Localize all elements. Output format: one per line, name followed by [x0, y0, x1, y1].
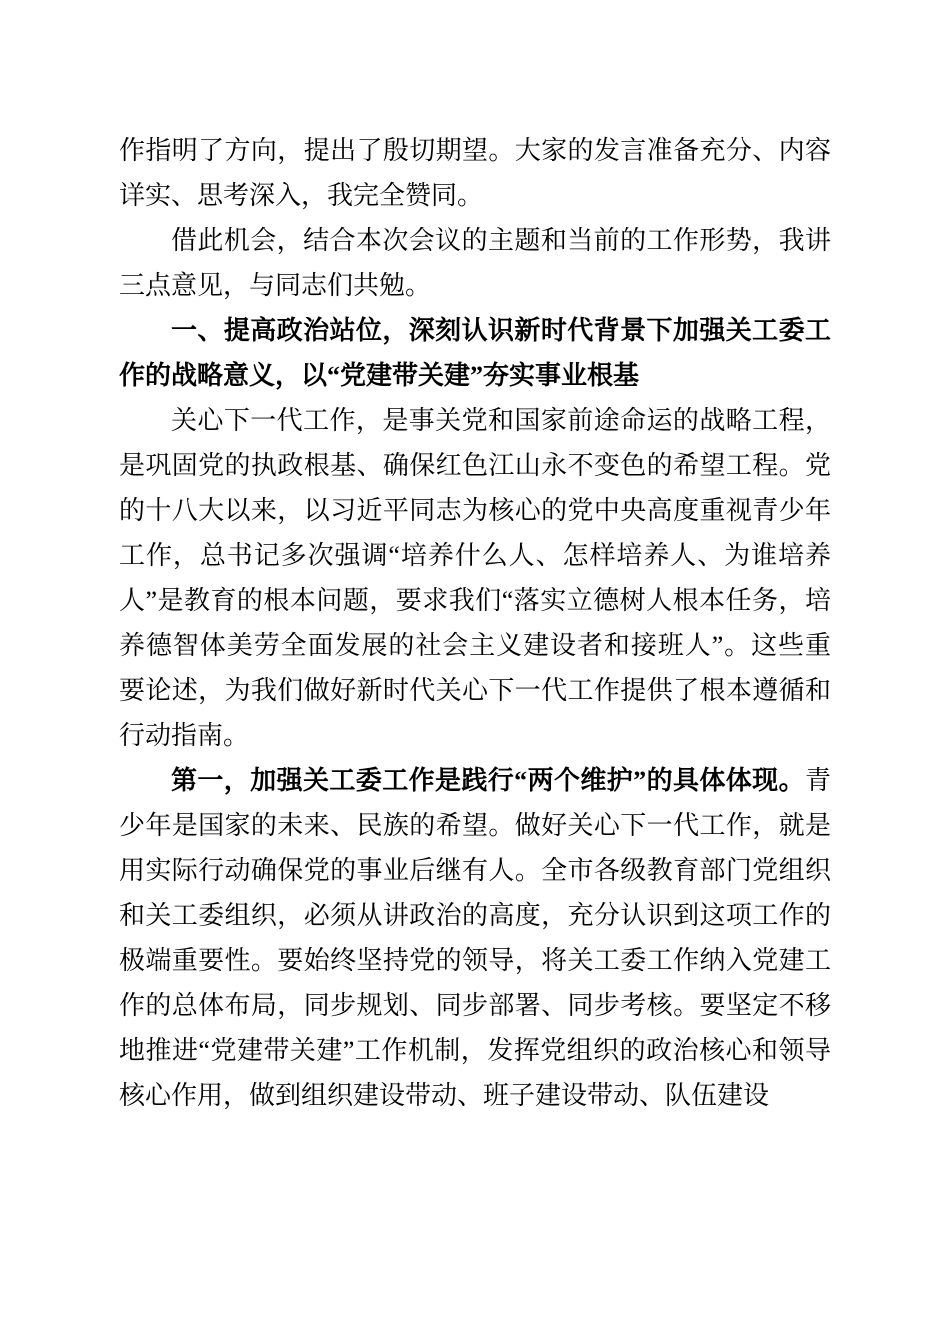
document-content [119, 128, 831, 1118]
section-heading: 一、提高政治站位，深刻认识新时代背景下加强关工委工作的战略意义，以“党建带关建”夯实事业根基 [119, 316, 831, 390]
paragraph-bold-lead: 第一，加强关工委工作是践行“两个维护”的具体体现。 [171, 766, 805, 795]
paragraph-body-text: 青少年是国家的未来、民族的希望。做好关心下一代工作，就是用实际行动确保党的事业后继有人。全市各级教育部门党组织和关工委组织，必须从讲政治的高度，充分认识到这项工作的极端重要性。要始终坚持党的领导，将关工委工作纳入党建工作的总体布局，同步规划、同步部署、同步考核。要坚定不移地推进“党建带关建”工作机制，发挥党组织的政治核心和领导核心作用，做到组织建设带动、班子建设带动、队伍建设 [119, 766, 831, 1110]
paragraph: 借此机会，结合本次会议的主题和当前的工作形势，我讲三点意见，与同志们共勉。 [119, 226, 831, 300]
paragraph [119, 758, 831, 1118]
paragraph-continuation: 作指明了方向，提出了殷切期望。大家的发言准备充分、内容详实、思考深入，我完全赞同。 [119, 136, 831, 210]
paragraph: 关心下一代工作，是事关党和国家前途命运的战略工程，是巩固党的执政根基、确保红色江山永不变色的希望工程。党的十八大以来，以习近平同志为核心的党中央高度重视青少年工作，总书记多次强调“培养什么人、怎样培养人、为谁培养人”是教育的根本问题，要求我们“落实立德树人根本任务，培养德智体美劳全面发展的社会主义建设者和接班人”。这些重要论述，为我们做好新时代关心下一代工作提供了根本遵循和行动指南。 [119, 406, 831, 750]
